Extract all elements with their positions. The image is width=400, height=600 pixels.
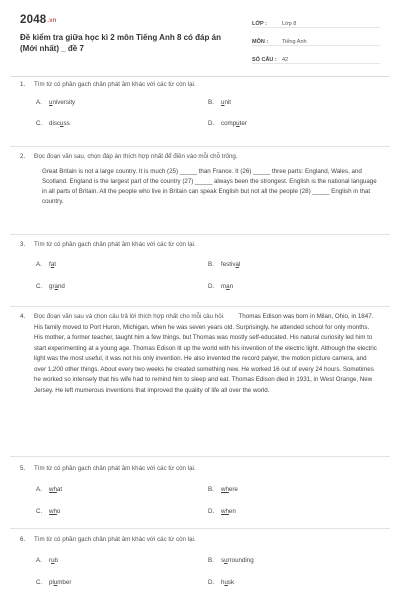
question-prompt: Tìm từ có phần gạch chân phát âm khác với các từ còn lại. <box>34 81 196 88</box>
option-a[interactable] <box>36 486 62 493</box>
word-part: n <box>229 283 234 290</box>
option-word <box>221 99 231 106</box>
option-word <box>221 261 240 268</box>
option-c[interactable] <box>36 579 71 586</box>
word-part: at <box>56 486 63 493</box>
question-3 <box>20 240 378 301</box>
answer-options <box>36 486 378 526</box>
option-key: D. <box>208 508 215 515</box>
word-part: nit <box>224 99 231 106</box>
option-word <box>49 120 70 127</box>
word-part: rrounding <box>227 557 254 564</box>
underlined-part: a <box>54 283 58 290</box>
word-part: sk <box>227 579 235 586</box>
question-body <box>34 312 378 396</box>
reading-passage: Thomas Edison was born in Milan, Ohio, in 1847. His family moved to Port Huron, Michigan, when he was seven years old. Surprisingly, he attended school for only months. His mother, a former teacher, taught him a few things, but Thomas was mostly self-educated. His natural curiosity led him to start experimenting at a young age. Thomas Edison lit up the world with his invention of the electric light. Although the electric light was the most useful, it was not his only invention. He also invented the record palyer, the motion picture camera, and over 1,200 other things. About every two weeks he created something new. He worked 16 out of every 24 hours. Sometimes he worked so intensely that his wife had to remind him to sleep and eat. Thomas Edison died in 1931, in West Orange, New Jersey. He left mumerous inventions that improved the quality of life all over the world. <box>34 313 377 394</box>
option-a[interactable] <box>36 557 58 564</box>
word-part: ss <box>63 120 70 127</box>
question-number: 3. <box>20 241 26 248</box>
option-word <box>221 557 254 564</box>
word-part: m <box>221 283 227 290</box>
option-key: B. <box>208 99 214 106</box>
option-c[interactable] <box>36 508 60 515</box>
question-number: 6. <box>20 536 26 543</box>
word-part: nd <box>57 283 65 290</box>
option-word <box>49 99 75 106</box>
option-key: D. <box>208 120 215 127</box>
option-key: D. <box>208 283 215 290</box>
underlined-part: u <box>53 579 58 586</box>
meta-value: 42 <box>282 57 289 63</box>
question-prompt: Tìm từ có phần gạch chân phát âm khác với các từ còn lại. <box>34 536 196 543</box>
option-word <box>49 579 71 586</box>
question-prompt: Tìm từ có phần gạch chân phát âm khác với các từ còn lại. <box>34 465 196 472</box>
word-part: s <box>221 557 225 564</box>
underlined-part: u <box>60 120 64 127</box>
option-word <box>49 557 58 564</box>
option-key: B. <box>208 557 214 564</box>
option-key: C. <box>36 120 43 127</box>
logo-text: 2048 <box>20 14 47 26</box>
answer-options <box>36 557 378 597</box>
option-word <box>49 508 60 515</box>
question-5 <box>20 464 378 526</box>
option-key: B. <box>208 261 214 268</box>
word-part: h <box>221 579 225 586</box>
word-part: pl <box>49 579 54 586</box>
word-part: ere <box>228 486 238 493</box>
word-part: t <box>54 261 56 268</box>
underlined-part: wh <box>49 508 57 515</box>
option-key: A. <box>36 557 42 564</box>
option-b[interactable] <box>208 486 238 493</box>
word-part: f <box>49 261 51 268</box>
document-header <box>0 0 400 72</box>
document-title: Đề kiểm tra giữa học kì 2 môn Tiếng Anh 8 có đáp án (Mới nhất) _ đề 7 <box>20 33 221 53</box>
underlined-part: u <box>49 99 53 106</box>
question-prompt: Đọc đoạn văn sau, chọn đáp án thích hợp nhất để điền vào mỗi chỗ trống. <box>34 153 238 160</box>
meta-row-subject <box>252 32 380 46</box>
meta-value: Tiếng Anh <box>282 39 307 45</box>
word-part: mber <box>57 579 72 586</box>
option-c[interactable] <box>36 120 70 127</box>
word-part: gr <box>49 283 55 290</box>
question-prompt: Đọc đoạn văn sau và chọn câu trả lời thích hợp nhất cho mỗi câu hỏi. <box>34 313 225 320</box>
option-word <box>221 120 247 127</box>
answer-options <box>36 99 378 139</box>
word-part: b <box>54 557 58 564</box>
word-part: ter <box>239 120 247 127</box>
option-word <box>221 508 236 515</box>
word-part: r <box>49 557 52 564</box>
option-key: C. <box>36 283 43 290</box>
option-d[interactable] <box>208 508 236 515</box>
word-part: l <box>238 261 241 268</box>
option-a[interactable] <box>36 99 75 106</box>
option-a[interactable] <box>36 261 56 268</box>
option-b[interactable] <box>208 261 240 268</box>
meta-value: Lớp 8 <box>282 21 297 27</box>
question-prompt: Tìm từ có phần gạch chân phát âm khác với các từ còn lại. <box>34 241 196 248</box>
option-b[interactable] <box>208 557 254 564</box>
underlined-part: u <box>51 557 55 564</box>
underlined-part: u <box>221 99 225 106</box>
underlined-part: a <box>226 283 230 290</box>
option-word <box>221 283 233 290</box>
question-number: 2. <box>20 153 26 160</box>
logo-suffix: .vn <box>47 18 57 24</box>
question-number: 1. <box>20 81 26 88</box>
option-c[interactable] <box>36 283 65 290</box>
question-4 <box>20 312 378 396</box>
question-separator <box>10 528 390 529</box>
document-meta <box>252 14 380 68</box>
word-part: o <box>56 508 61 515</box>
option-d[interactable] <box>208 579 234 586</box>
underlined-part: wh <box>221 508 229 515</box>
question-separator <box>10 234 390 235</box>
option-word <box>221 579 234 586</box>
meta-row-class <box>252 14 380 28</box>
question-separator <box>10 306 390 307</box>
option-word <box>49 486 62 493</box>
header-divider <box>10 76 390 77</box>
word-part: disc <box>49 120 61 127</box>
option-d[interactable] <box>208 120 247 127</box>
question-separator <box>10 146 390 147</box>
option-key: B. <box>208 486 214 493</box>
reading-passage: Great Britain is not a large country. It is much (25) _____ than France. It (26) _____ three parts: England, Wales, and Scotland. England is the largest part of the country (27) _____ always been the strongest. English is the national language in all parts of Britain. All the people who live in Britain can speak English but not all the people (28) _____ English in that country. <box>42 168 377 205</box>
option-key: D. <box>208 579 215 586</box>
underlined-part: u <box>236 120 240 127</box>
underlined-part: wh <box>221 486 229 493</box>
underlined-part: u <box>224 557 228 564</box>
question-separator <box>10 456 390 457</box>
option-word <box>49 261 56 268</box>
option-key: A. <box>36 261 42 268</box>
option-d[interactable] <box>208 283 233 290</box>
meta-label: LỚP : <box>252 21 267 27</box>
underlined-part: a <box>235 261 239 268</box>
underlined-part: u <box>224 579 228 586</box>
question-1 <box>20 80 378 139</box>
word-part: niversity <box>52 99 76 106</box>
answer-options <box>36 261 378 301</box>
option-key: C. <box>36 579 43 586</box>
option-word <box>221 486 238 493</box>
question-6 <box>20 535 378 597</box>
meta-label: SỐ CÂU : <box>252 57 277 63</box>
option-key: C. <box>36 508 43 515</box>
word-part: en <box>228 508 236 515</box>
meta-label: MÔN : <box>252 39 269 45</box>
underlined-part: a <box>50 261 55 268</box>
option-b[interactable] <box>208 99 231 106</box>
meta-row-count <box>252 50 380 64</box>
option-word <box>49 283 65 290</box>
site-logo[interactable] <box>20 14 57 26</box>
word-part: festiv <box>221 261 236 268</box>
option-key: A. <box>36 99 42 106</box>
underlined-part: wh <box>49 486 57 493</box>
question-number: 5. <box>20 465 26 472</box>
word-part: comp <box>221 120 237 127</box>
option-key: A. <box>36 486 42 493</box>
question-2 <box>20 152 378 207</box>
question-number: 4. <box>20 313 26 320</box>
